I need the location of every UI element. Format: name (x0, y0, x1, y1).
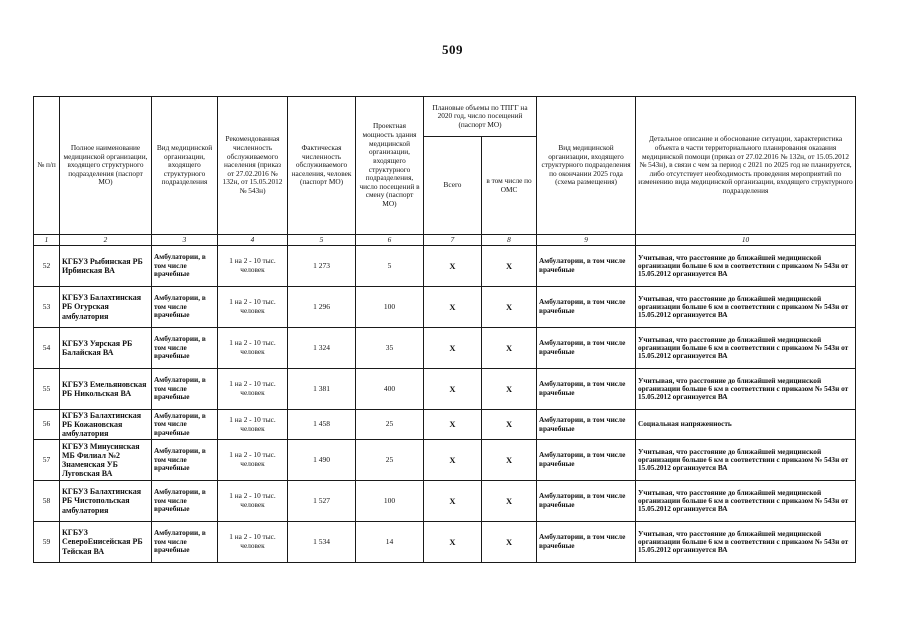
cell-total: Х (424, 287, 482, 328)
cell-oms: Х (482, 410, 537, 440)
cell-actual: 1 490 (288, 440, 356, 481)
cell-capacity: 100 (356, 287, 424, 328)
cell-num: 52 (34, 246, 60, 287)
cell-recommended: 1 на 2 - 10 тыс. человек (218, 246, 288, 287)
cell-type-2025: Амбулатории, в том числе врачебные (537, 481, 636, 522)
cell-description: Учитывая, что расстояние до ближайшей медицинской организации больше 6 км в соответствии с приказом № 543н от 15.05.2012 организуется ВА (636, 369, 856, 410)
cell-total: Х (424, 410, 482, 440)
cell-type: Амбулатории, в том числе врачебные (152, 328, 218, 369)
cell-capacity: 5 (356, 246, 424, 287)
cell-name: КГБУЗ Балахтинская РБ Кожановская амбулатория (60, 410, 152, 440)
cell-recommended: 1 на 2 - 10 тыс. человек (218, 328, 288, 369)
table-row (34, 481, 856, 522)
header-total: Всего (424, 137, 482, 235)
table-row (34, 440, 856, 481)
cell-num: 59 (34, 522, 60, 563)
cell-recommended: 1 на 2 - 10 тыс. человек (218, 440, 288, 481)
cell-capacity: 400 (356, 369, 424, 410)
header-planned-group: Плановые объемы по ТПГГ на 2020 год, число посещений (паспорт МО) (424, 97, 537, 137)
cell-name: КГБУЗ Уярская РБ Балайская ВА (60, 328, 152, 369)
cell-recommended: 1 на 2 - 10 тыс. человек (218, 481, 288, 522)
cell-capacity: 25 (356, 410, 424, 440)
cell-oms: Х (482, 440, 537, 481)
cell-description: Учитывая, что расстояние до ближайшей медицинской организации больше 6 км в соответствии с приказом № 543н от 15.05.2012 организуется ВА (636, 440, 856, 481)
cell-num: 58 (34, 481, 60, 522)
cell-total: Х (424, 440, 482, 481)
header-recommended: Рекомендованная численность обслуживаемого населения (приказ от 27.02.2016 № 132н, от 15.05.2012 № 543н) (218, 97, 288, 235)
column-index: 5 (288, 235, 356, 246)
cell-capacity: 14 (356, 522, 424, 563)
column-index: 6 (356, 235, 424, 246)
cell-oms: Х (482, 328, 537, 369)
column-index: 2 (60, 235, 152, 246)
header-type: Вид медицинской организации, входящего структурного подразделения (152, 97, 218, 235)
column-index: 1 (34, 235, 60, 246)
data-table (33, 96, 856, 563)
cell-type-2025: Амбулатории, в том числе врачебные (537, 369, 636, 410)
cell-type-2025: Амбулатории, в том числе врачебные (537, 246, 636, 287)
cell-oms: Х (482, 369, 537, 410)
cell-actual: 1 296 (288, 287, 356, 328)
cell-recommended: 1 на 2 - 10 тыс. человек (218, 287, 288, 328)
cell-description: Учитывая, что расстояние до ближайшей медицинской организации больше 6 км в соответствии с приказом № 543н от 15.05.2012 организуется ВА (636, 481, 856, 522)
cell-actual: 1 381 (288, 369, 356, 410)
table-row (34, 369, 856, 410)
cell-capacity: 100 (356, 481, 424, 522)
cell-type-2025: Амбулатории, в том числе врачебные (537, 328, 636, 369)
cell-name: КГБУЗ Рыбинская РБ Ирбинская ВА (60, 246, 152, 287)
column-index: 7 (424, 235, 482, 246)
cell-recommended: 1 на 2 - 10 тыс. человек (218, 369, 288, 410)
cell-type: Амбулатории, в том числе врачебные (152, 410, 218, 440)
cell-oms: Х (482, 522, 537, 563)
table-body (34, 235, 856, 563)
cell-actual: 1 458 (288, 410, 356, 440)
cell-num: 57 (34, 440, 60, 481)
cell-type: Амбулатории, в том числе врачебные (152, 440, 218, 481)
cell-num: 54 (34, 328, 60, 369)
cell-type-2025: Амбулатории, в том числе врачебные (537, 522, 636, 563)
cell-type-2025: Амбулатории, в том числе врачебные (537, 287, 636, 328)
column-index: 3 (152, 235, 218, 246)
cell-description: Социальная напряженность (636, 410, 856, 440)
cell-oms: Х (482, 481, 537, 522)
header-name: Полное наименование медицинской организации, входящего структурного подразделения (паспорт МО) (60, 97, 152, 235)
header-type-2025: Вид медицинской организации, входящего структурного подразделения по окончании 2025 года (схема размещения) (537, 97, 636, 235)
cell-actual: 1 273 (288, 246, 356, 287)
cell-actual: 1 324 (288, 328, 356, 369)
cell-name: КГБУЗ СевероЕнисейская РБ Тейская ВА (60, 522, 152, 563)
cell-type: Амбулатории, в том числе врачебные (152, 369, 218, 410)
cell-total: Х (424, 481, 482, 522)
cell-total: Х (424, 522, 482, 563)
header-description: Детальное описание и обоснование ситуации, характеристика объекта в части территориального планирования оказания медицинской помощи (приказ от 27.02.2016 № 132н, от 15.05.2012 № 543н), в связи с чем за период с 2021 по 2025 год не планируется, либо отсутствует необходимость проведения мероприятий по изменению вида медицинской организации, входящего структурного подразделения (636, 97, 856, 235)
cell-num: 53 (34, 287, 60, 328)
page-number: 509 (442, 42, 463, 57)
cell-capacity: 25 (356, 440, 424, 481)
cell-name: КГБУЗ Балахтинская РБ Чистопольская амбулатория (60, 481, 152, 522)
cell-total: Х (424, 328, 482, 369)
cell-type: Амбулатории, в том числе врачебные (152, 522, 218, 563)
header-actual: Фактическая численность обслуживаемого населения, человек (паспорт МО) (288, 97, 356, 235)
table-row (34, 522, 856, 563)
cell-name: КГБУЗ Балахтинская РБ Огурская амбулатория (60, 287, 152, 328)
column-index: 9 (537, 235, 636, 246)
column-index-row (34, 235, 856, 246)
cell-type: Амбулатории, в том числе врачебные (152, 287, 218, 328)
cell-description: Учитывая, что расстояние до ближайшей медицинской организации больше 6 км в соответствии с приказом № 543н от 15.05.2012 организуется ВА (636, 328, 856, 369)
cell-total: Х (424, 246, 482, 287)
cell-recommended: 1 на 2 - 10 тыс. человек (218, 410, 288, 440)
cell-name: КГБУЗ Емельяновская РБ Никольская ВА (60, 369, 152, 410)
header-num: № п/п (34, 97, 60, 235)
column-index: 10 (636, 235, 856, 246)
header-capacity: Проектная мощность здания медицинской организации, входящего структурного подразделения, число посещений в смену (паспорт МО) (356, 97, 424, 235)
table-row (34, 410, 856, 440)
table-row (34, 287, 856, 328)
cell-type: Амбулатории, в том числе врачебные (152, 481, 218, 522)
cell-description: Учитывая, что расстояние до ближайшей медицинской организации больше 6 км в соответствии с приказом № 543н от 15.05.2012 организуется ВА (636, 287, 856, 328)
header-oms: в том числе по ОМС (482, 137, 537, 235)
cell-oms: Х (482, 287, 537, 328)
cell-type-2025: Амбулатории, в том числе врачебные (537, 410, 636, 440)
cell-description: Учитывая, что расстояние до ближайшей медицинской организации больше 6 км в соответствии с приказом № 543н от 15.05.2012 организуется ВА (636, 522, 856, 563)
cell-type-2025: Амбулатории, в том числе врачебные (537, 440, 636, 481)
cell-num: 55 (34, 369, 60, 410)
table-row (34, 328, 856, 369)
column-index: 4 (218, 235, 288, 246)
cell-capacity: 35 (356, 328, 424, 369)
cell-num: 56 (34, 410, 60, 440)
cell-description: Учитывая, что расстояние до ближайшей медицинской организации больше 6 км в соответствии с приказом № 543н от 15.05.2012 организуется ВА (636, 246, 856, 287)
cell-recommended: 1 на 2 - 10 тыс. человек (218, 522, 288, 563)
cell-actual: 1 534 (288, 522, 356, 563)
cell-type: Амбулатории, в том числе врачебные (152, 246, 218, 287)
cell-actual: 1 527 (288, 481, 356, 522)
cell-total: Х (424, 369, 482, 410)
table-row (34, 246, 856, 287)
column-index: 8 (482, 235, 537, 246)
cell-oms: Х (482, 246, 537, 287)
cell-name: КГБУЗ Минусинская МБ Филиал №2 Знаменская УБ Луговская ВА (60, 440, 152, 481)
